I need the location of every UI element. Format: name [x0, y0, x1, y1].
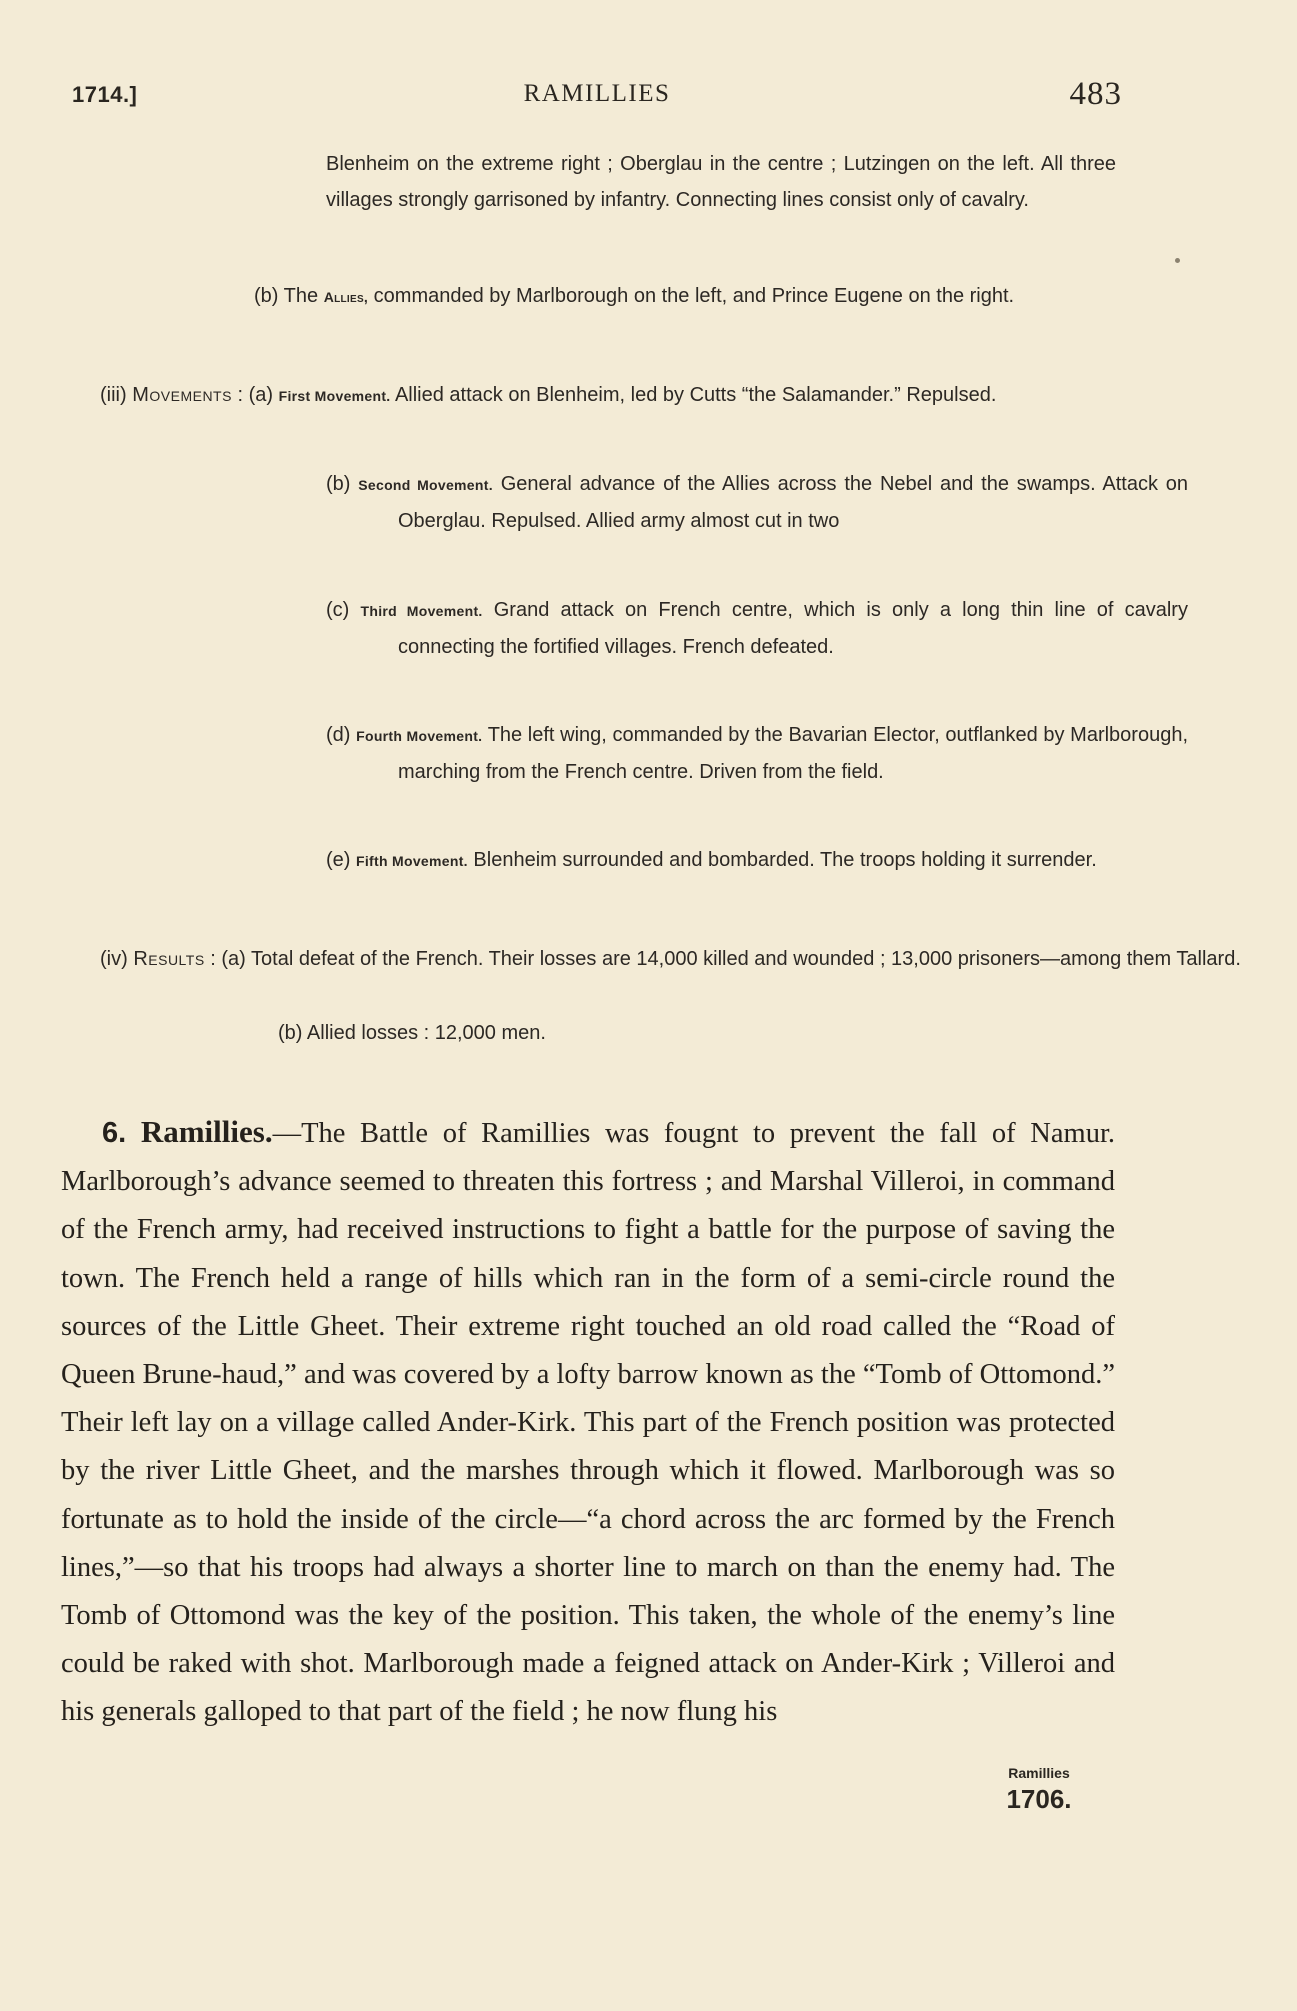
- outline-positions-continued: [326, 146, 1116, 218]
- section-number: 6.: [102, 1117, 127, 1149]
- outline-text: Allied losses : 12,000 men.: [306, 1022, 546, 1044]
- outline-colon: :: [204, 948, 222, 970]
- running-header: [72, 76, 1122, 116]
- outline-label: (iv): [100, 948, 128, 970]
- outline-third-movement: [326, 592, 1188, 665]
- outline-text: Blenheim surrounded and bombarded. The troops holding it surrender.: [473, 849, 1097, 871]
- outline-label: (a): [248, 384, 274, 406]
- outline-second-movement: [326, 466, 1188, 539]
- outline-colon: :: [231, 384, 249, 406]
- outline-heading: Results: [133, 948, 205, 970]
- outline-text: Grand attack on French centre, which is only a long thin line of cavalry connecting the fortified villages. French defeated.: [398, 599, 1188, 658]
- outline-fifth-movement: [326, 842, 1188, 879]
- margin-note-label: Ramillies: [1008, 1765, 1070, 1781]
- outline-text: commanded by Marlborough on the left, and Prince Eugene on the right.: [368, 285, 1015, 307]
- outline-text: The left wing, commanded by the Bavarian Elector, outflanked by Marlborough, marching from the French centre. Driven from the field.: [398, 724, 1189, 783]
- outline-text: Blenheim on the extreme right ; Oberglau in the centre ; Lutzingen on the left. All three villages strongly garrisoned by infantry. Connecting lines consist only of cavalry.: [326, 153, 1116, 211]
- outline-label: (b): [278, 1022, 303, 1044]
- outline-label: (b): [326, 473, 351, 495]
- outline-text: Allied attack on Blenheim, led by Cutts “the Salamander.” Repulsed.: [394, 384, 997, 406]
- ink-speck: [1175, 258, 1180, 263]
- outline-label: (e): [326, 849, 351, 871]
- outline-fourth-movement: [326, 717, 1188, 790]
- outline-tag: Third Movement.: [360, 603, 483, 619]
- outline-tag: First Movement.: [278, 388, 391, 404]
- outline-label: (a): [221, 948, 246, 970]
- header-year-range: 1714.]: [72, 82, 138, 107]
- section-body: —The Battle of Ramillies was fougnt to prevent the fall of Namur. Marlborough’s advance seemed to threaten this fortress ; and Marshal Villeroi, in command of the French army, had received instructions to fight a battle for the purpose of saving the town. The French held a range of hills which ran in the form of a semi-circle round the sources of the Little Gheet. Their extreme right touched an old road called the “Road of Queen Brune-haud,” and was covered by a lofty barrow known as the “Tomb of Ottomond.” Their left lay on a village called Ander-Kirk. This part of the French position was protected by the river Little Gheet, and the marshes through which it flowed. Marlborough was so fortunate as to hold the inside of the circle—“a chord across the arc formed by the French lines,”—so that his troops had always a shorter line to march on than the enemy had. The Tomb of Ottomond was the key of the position. This taken, the whole of the enemy’s line could be raked with shot. Marlborough made a feigned attack on Ander-Kirk ; Villeroi and his generals galloped to that part of the field ; he now flung his: [61, 1118, 1115, 1728]
- outline-text: The: [283, 285, 324, 307]
- outline-label: (c): [326, 599, 350, 621]
- outline-tag: Fourth Movement.: [356, 728, 483, 744]
- section-ramillies: [61, 1108, 1115, 1737]
- outline-text: Total defeat of the French. Their losses are 14,000 killed and wounded ; 13,000 prisoners—among them Tallard.: [251, 948, 1241, 970]
- section-title: Ramillies.: [140, 1114, 273, 1149]
- outline-tag: Second Movement.: [358, 477, 493, 493]
- outline-label: (b): [254, 285, 279, 307]
- margin-note: [983, 1752, 1095, 1848]
- outline-label: (iii): [100, 384, 127, 406]
- outline-label: (d): [326, 724, 351, 746]
- margin-note-year: 1706.: [1006, 1784, 1072, 1814]
- outline-text: General advance of the Allies across the Nebel and the swamps. Attack on Oberglau. Repulsed. Allied army almost cut in two: [398, 473, 1188, 532]
- outline-heading: Movements: [132, 384, 232, 406]
- outline-movements: [100, 377, 1297, 414]
- outline-results: [100, 941, 1297, 977]
- page-number: 483: [1069, 76, 1122, 112]
- outline-allied-losses: [278, 1015, 1116, 1051]
- outline-tag: Allies,: [323, 289, 369, 305]
- outline-tag: Fifth Movement.: [356, 853, 468, 869]
- outline-allies-position: [254, 278, 1160, 315]
- header-title: RAMILLIES: [523, 80, 671, 107]
